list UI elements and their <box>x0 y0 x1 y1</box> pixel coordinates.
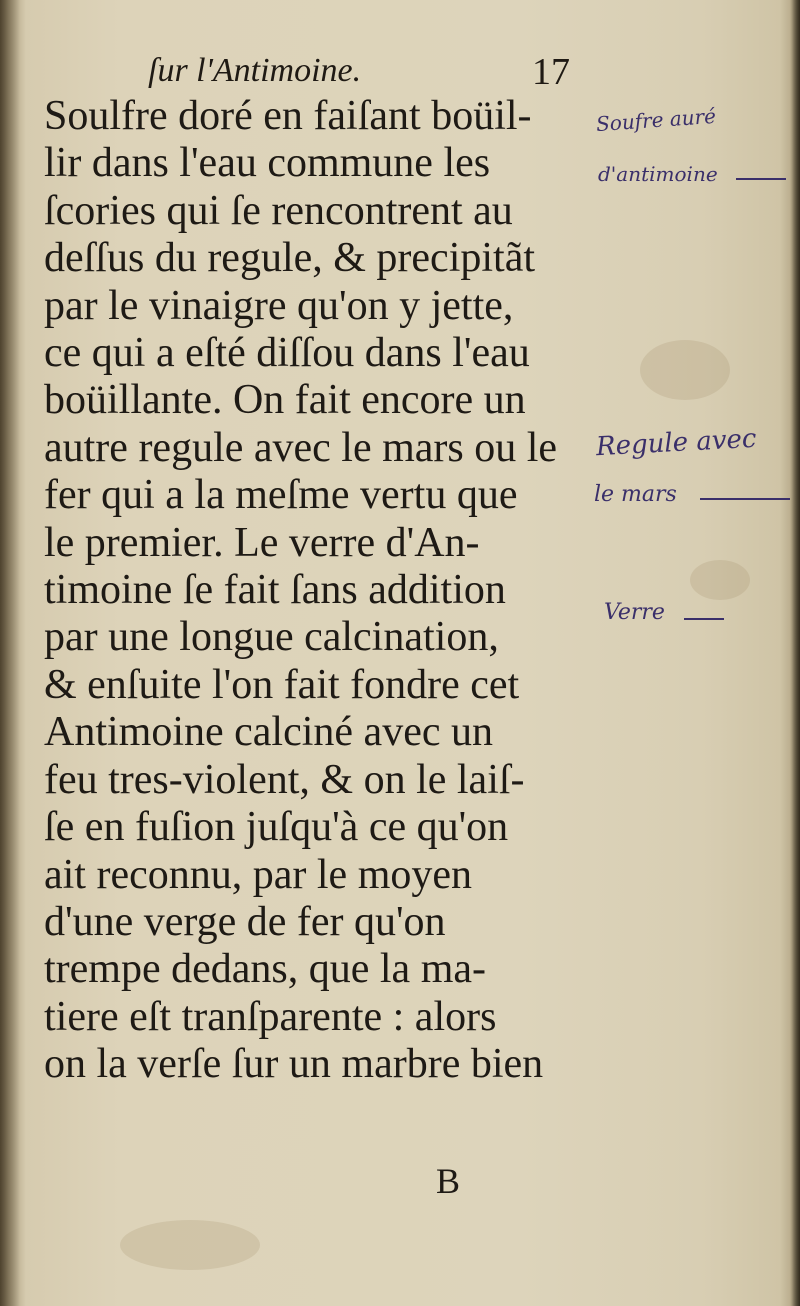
text-line: ce qui a eſté diſſou dans l'eau <box>44 330 530 377</box>
gutter-shadow <box>0 0 20 1306</box>
text-line: Soulfre doré en faiſant boüil- <box>44 93 532 139</box>
page-number: 17 <box>532 51 570 93</box>
text-line: tiere eſt tranſparente : alors <box>44 993 497 1040</box>
margin-note: Soufre auré <box>595 103 717 137</box>
page-edge <box>790 0 800 1306</box>
margin-note: Regule avec <box>595 423 758 463</box>
paper-stain <box>120 1220 260 1270</box>
text-line: par une longue calcination, <box>44 614 499 661</box>
text-line: trempe dedans, que la ma- <box>44 946 486 993</box>
text-line: lir dans l'eau commune les <box>44 140 491 187</box>
text-line: feu tres-violent, & on le laiſ- <box>44 756 525 803</box>
text-line: Antimoine calciné avec un <box>44 709 493 756</box>
text-line: d'une verge de fer qu'on <box>44 898 446 945</box>
text-line: fer qui a la meſme vertu que <box>44 472 518 519</box>
text-line: autre regule avec le mars ou le <box>44 424 558 471</box>
margin-note-dash <box>736 178 786 180</box>
body-text <box>44 93 604 1089</box>
text-line: on la verſe ſur un marbre bien <box>44 1041 544 1088</box>
text-line: ſcories qui ſe rencontrent au <box>44 187 513 234</box>
paper-stain <box>640 340 730 400</box>
text-line: boüillante. On fait encore un <box>44 377 526 424</box>
margin-note: le mars <box>594 482 677 507</box>
text-line: ſe en fuſion juſqu'à ce qu'on <box>44 804 509 851</box>
signature-mark: B <box>436 1161 461 1201</box>
text-line: deſſus du regule, & precipitãt <box>44 235 536 282</box>
margin-note: d'antimoine <box>598 162 718 186</box>
margin-note-dash <box>700 498 790 500</box>
paper-stain <box>690 560 750 600</box>
text-line: par le vinaigre qu'on y jette, <box>44 282 514 329</box>
text-line: & enſuite l'on fait fondre cet <box>44 661 520 708</box>
margin-note: Verre <box>604 600 665 625</box>
margin-note-dash <box>684 618 724 620</box>
text-line: le premier. Le verre d'An- <box>44 519 480 566</box>
text-line: timoine ſe fait ſans addition <box>44 567 506 614</box>
running-head: ſur l'Antimoine. <box>148 52 362 89</box>
text-line: ait reconnu, par le moyen <box>44 851 472 898</box>
